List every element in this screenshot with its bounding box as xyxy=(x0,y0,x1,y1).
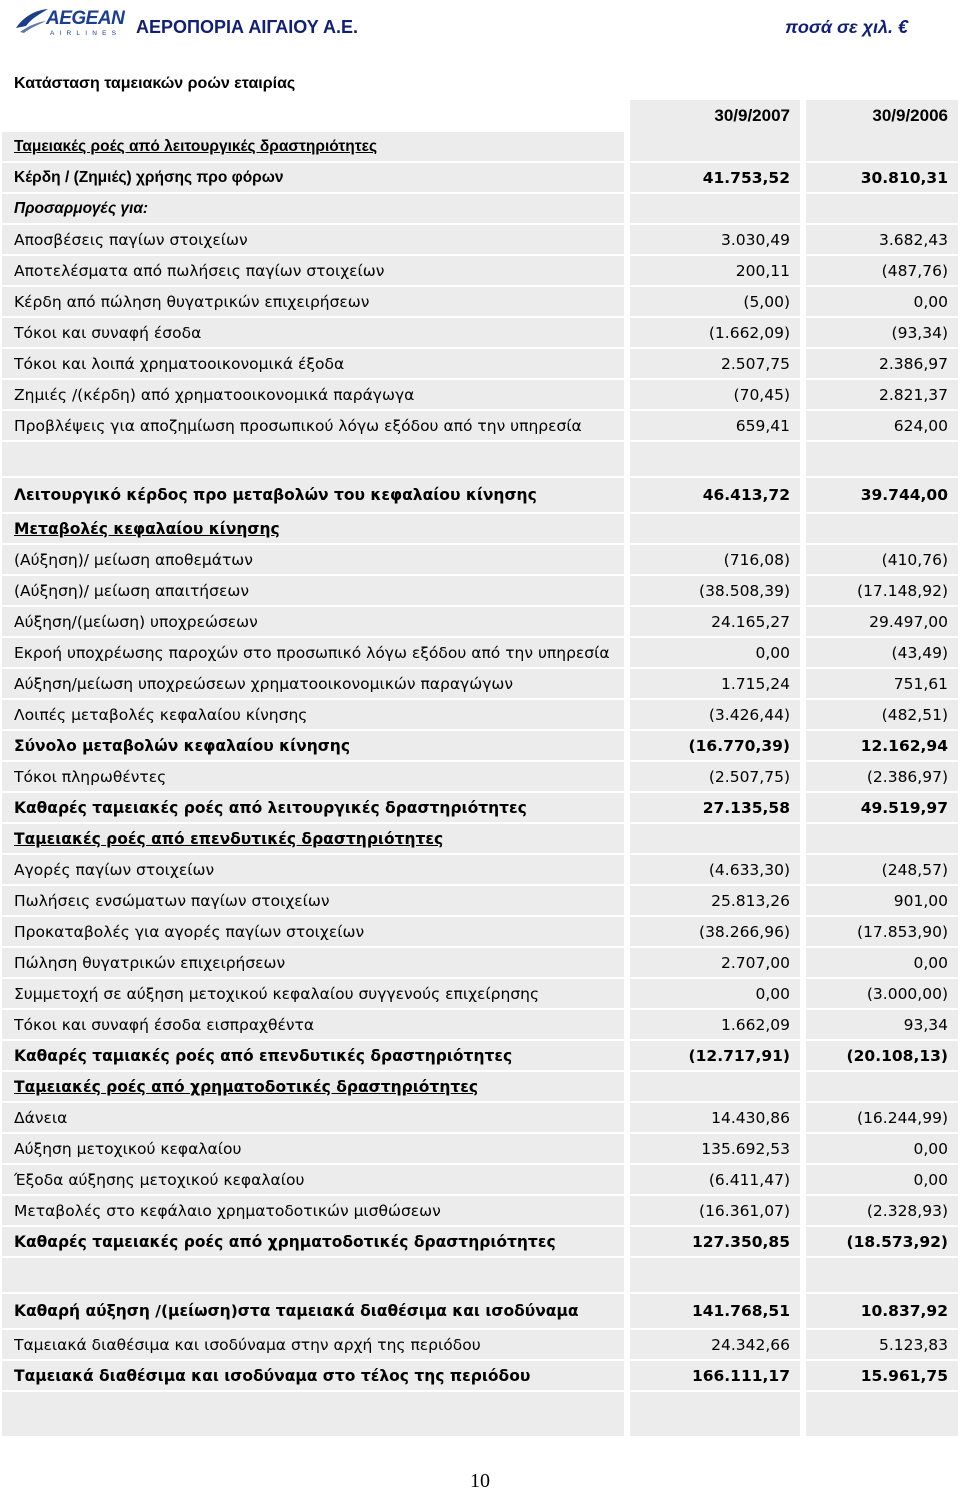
value-2007 xyxy=(630,193,800,224)
value-2007: 25.813,26 xyxy=(630,885,800,916)
value-2006: (410,76) xyxy=(806,544,958,575)
table-row xyxy=(2,544,958,575)
value-2007: 24.342,66 xyxy=(630,1329,800,1360)
aegean-logo xyxy=(14,4,124,42)
value-2006: 901,00 xyxy=(806,885,958,916)
value-2007: (3.426,44) xyxy=(630,699,800,730)
row-label: Λοιπές μεταβολές κεφαλαίου κίνησης xyxy=(2,699,624,730)
row-label: Κέρδη / (Ζημιές) χρήσης προ φόρων xyxy=(2,162,624,193)
table-row xyxy=(2,379,958,410)
value-2007: 41.753,52 xyxy=(630,162,800,193)
spacer-row xyxy=(2,1257,958,1293)
value-2007: (1.662,09) xyxy=(630,317,800,348)
row-label: Συμμετοχή σε αύξηση μετοχικού κεφαλαίου συγγενούς επιχείρησης xyxy=(2,978,624,1009)
value-2007: 0,00 xyxy=(630,637,800,668)
value-2007: (70,45) xyxy=(630,379,800,410)
logo-text: AEGEAN xyxy=(46,8,125,29)
table-row xyxy=(2,761,958,792)
table-row xyxy=(2,1195,958,1226)
row-label: Αποτελέσματα από πωλήσεις παγίων στοιχείων xyxy=(2,255,624,286)
table-row xyxy=(2,885,958,916)
value-2006: 49.519,97 xyxy=(806,792,958,823)
value-2007: (16.361,07) xyxy=(630,1195,800,1226)
value-2006: (3.000,00) xyxy=(806,978,958,1009)
value-2006: (482,51) xyxy=(806,699,958,730)
table-body xyxy=(2,132,958,1437)
value-2007: 3.030,49 xyxy=(630,224,800,255)
table-row xyxy=(2,1329,958,1360)
value-2006: 39.744,00 xyxy=(806,477,958,513)
value-2007: (6.411,47) xyxy=(630,1164,800,1195)
value-2007: (12.717,91) xyxy=(630,1040,800,1071)
value-2007: 27.135,58 xyxy=(630,792,800,823)
row-label: Καθαρές ταμειακές ροές από χρηματοδοτικές δραστηριότητες xyxy=(2,1226,624,1257)
table-row xyxy=(2,224,958,255)
units-label: ποσά σε χιλ. € xyxy=(785,17,908,37)
value-2006: (16.244,99) xyxy=(806,1102,958,1133)
row-label: Καθαρές ταμειακές ροές από λειτουργικές δραστηριότητες xyxy=(2,792,624,823)
row-label: Πωλήσεις ενσώματων παγίων στοιχείων xyxy=(2,885,624,916)
value-2007 xyxy=(630,823,800,854)
row-label: (Αύξηση)/ μείωση απαιτήσεων xyxy=(2,575,624,606)
table-row xyxy=(2,1360,958,1391)
table-row xyxy=(2,286,958,317)
table-row xyxy=(2,916,958,947)
column-header-2006: 30/9/2006 xyxy=(806,100,958,132)
statement-title: Κατάσταση ταμειακών ροών εταιρίας xyxy=(14,75,296,92)
value-2007: 46.413,72 xyxy=(630,477,800,513)
page-header xyxy=(0,0,960,46)
row-label: Προκαταβολές για αγορές παγίων στοιχείων xyxy=(2,916,624,947)
value-2007 xyxy=(630,132,800,162)
spacer-row xyxy=(2,441,958,477)
row-label: Σύνολο μεταβολών κεφαλαίου κίνησης xyxy=(2,730,624,761)
table-row xyxy=(2,668,958,699)
row-label: Τόκοι και συναφή έσοδα xyxy=(2,317,624,348)
table-row xyxy=(2,575,958,606)
row-label: Ταμειακές ροές από επενδυτικές δραστηριότητες xyxy=(2,823,624,854)
value-2007: 2.707,00 xyxy=(630,947,800,978)
value-2006 xyxy=(806,193,958,224)
value-2006: (93,34) xyxy=(806,317,958,348)
table-row xyxy=(2,1040,958,1071)
value-2006: 10.837,92 xyxy=(806,1293,958,1329)
header-row xyxy=(2,100,958,132)
value-2007: 1.715,24 xyxy=(630,668,800,699)
row-label: Μεταβολές στο κεφάλαιο χρηματοδοτικών μισθώσεων xyxy=(2,1195,624,1226)
value-2006: (2.386,97) xyxy=(806,761,958,792)
row-label: Κέρδη από πώληση θυγατρικών επιχειρήσεων xyxy=(2,286,624,317)
table-row xyxy=(2,513,958,544)
value-2006: 30.810,31 xyxy=(806,162,958,193)
row-label: Καθαρή αύξηση /(μείωση)στα ταμειακά διαθέσιμα και ισοδύναμα xyxy=(2,1293,624,1329)
row-label: Έξοδα αύξησης μετοχικού κεφαλαίου xyxy=(2,1164,624,1195)
table-row xyxy=(2,410,958,441)
value-2006 xyxy=(806,823,958,854)
value-2007: (38.508,39) xyxy=(630,575,800,606)
value-2007: (5,00) xyxy=(630,286,800,317)
table-row xyxy=(2,606,958,637)
value-2006: 29.497,00 xyxy=(806,606,958,637)
row-label: (Αύξηση)/ μείωση αποθεμάτων xyxy=(2,544,624,575)
value-2007: 14.430,86 xyxy=(630,1102,800,1133)
row-label: Τόκοι και συναφή έσοδα εισπραχθέντα xyxy=(2,1009,624,1040)
column-header-2007: 30/9/2007 xyxy=(630,100,800,132)
table-row xyxy=(2,823,958,854)
row-label: Τόκοι και λοιπά χρηματοοικονομικά έξοδα xyxy=(2,348,624,379)
table-row xyxy=(2,978,958,1009)
value-2007 xyxy=(630,1071,800,1102)
value-2006: (17.148,92) xyxy=(806,575,958,606)
value-2007: (16.770,39) xyxy=(630,730,800,761)
value-2006: 2.386,97 xyxy=(806,348,958,379)
value-2007: 135.692,53 xyxy=(630,1133,800,1164)
value-2006 xyxy=(806,1071,958,1102)
table-row xyxy=(2,193,958,224)
row-label: Εκροή υποχρέωσης παροχών στο προσωπικό λόγω εξόδου από την υπηρεσία xyxy=(2,637,624,668)
table-row xyxy=(2,1226,958,1257)
value-2006: (2.328,93) xyxy=(806,1195,958,1226)
value-2006: 12.162,94 xyxy=(806,730,958,761)
value-2007: (38.266,96) xyxy=(630,916,800,947)
value-2007: (4.633,30) xyxy=(630,854,800,885)
row-label: Προβλέψεις για αποζημίωση προσωπικού λόγω εξόδου από την υπηρεσία xyxy=(2,410,624,441)
row-label: Πώληση θυγατρικών επιχειρήσεων xyxy=(2,947,624,978)
value-2006: (17.853,90) xyxy=(806,916,958,947)
row-label: Τόκοι πληρωθέντες xyxy=(2,761,624,792)
value-2007: 2.507,75 xyxy=(630,348,800,379)
row-label: Ταμειακές ροές από λειτουργικές δραστηριότητες xyxy=(2,132,624,162)
table-row xyxy=(2,637,958,668)
value-2006: 0,00 xyxy=(806,1133,958,1164)
row-label: Αύξηση μετοχικού κεφαλαίου xyxy=(2,1133,624,1164)
row-label: Ταμειακά διαθέσιμα και ισοδύναμα στο τέλος της περιόδου xyxy=(2,1360,624,1391)
value-2007: 0,00 xyxy=(630,978,800,1009)
value-2006 xyxy=(806,513,958,544)
value-2007: 24.165,27 xyxy=(630,606,800,637)
row-label: Αποσβέσεις παγίων στοιχείων xyxy=(2,224,624,255)
value-2007: 1.662,09 xyxy=(630,1009,800,1040)
row-label: Ζημιές /(κέρδη) από χρηματοοικονομικά παράγωγα xyxy=(2,379,624,410)
value-2006: (18.573,92) xyxy=(806,1226,958,1257)
value-2006: 3.682,43 xyxy=(806,224,958,255)
table-row xyxy=(2,162,958,193)
row-label: Καθαρές ταμιακές ροές από επενδυτικές δραστηριότητες xyxy=(2,1040,624,1071)
logo-subtext: AIRLINES xyxy=(50,30,122,37)
table-row xyxy=(2,1102,958,1133)
value-2006: (248,57) xyxy=(806,854,958,885)
row-label: Αύξηση/(μείωση) υποχρεώσεων xyxy=(2,606,624,637)
value-2006: 2.821,37 xyxy=(806,379,958,410)
value-2007: (716,08) xyxy=(630,544,800,575)
value-2007: (2.507,75) xyxy=(630,761,800,792)
row-label: Μεταβολές κεφαλαίου κίνησης xyxy=(2,513,624,544)
value-2006: 0,00 xyxy=(806,286,958,317)
value-2006: 0,00 xyxy=(806,1164,958,1195)
table-row xyxy=(2,947,958,978)
value-2007: 141.768,51 xyxy=(630,1293,800,1329)
airplane-icon xyxy=(14,6,50,36)
table-row xyxy=(2,1133,958,1164)
row-label: Λειτουργικό κέρδος προ μεταβολών του κεφαλαίου κίνησης xyxy=(2,477,624,513)
table-row xyxy=(2,730,958,761)
cash-flow-table xyxy=(2,100,958,1438)
table-row xyxy=(2,792,958,823)
value-2007 xyxy=(630,513,800,544)
value-2006: 93,34 xyxy=(806,1009,958,1040)
table-row xyxy=(2,132,958,162)
value-2006: 15.961,75 xyxy=(806,1360,958,1391)
row-label: Ταμειακά διαθέσιμα και ισοδύναμα στην αρχή της περιόδου xyxy=(2,1329,624,1360)
table-row xyxy=(2,699,958,730)
company-name: ΑΕΡΟΠΟΡΙΑ ΑΙΓΑΙΟΥ Α.Ε. xyxy=(136,17,359,37)
value-2006: (43,49) xyxy=(806,637,958,668)
row-label: Δάνεια xyxy=(2,1102,624,1133)
value-2006: 5.123,83 xyxy=(806,1329,958,1360)
row-label: Αύξηση/μείωση υποχρεώσεων χρηματοοικονομικών παραγώγων xyxy=(2,668,624,699)
table-row xyxy=(2,255,958,286)
value-2006: 0,00 xyxy=(806,947,958,978)
table-row xyxy=(2,317,958,348)
table-row xyxy=(2,1164,958,1195)
table-row xyxy=(2,854,958,885)
value-2006: 751,61 xyxy=(806,668,958,699)
row-label: Προσαρμογές για: xyxy=(2,193,624,224)
value-2007: 659,41 xyxy=(630,410,800,441)
table-row xyxy=(2,1071,958,1102)
value-2006: (487,76) xyxy=(806,255,958,286)
value-2007: 166.111,17 xyxy=(630,1360,800,1391)
table-row xyxy=(2,1009,958,1040)
row-label: Αγορές παγίων στοιχείων xyxy=(2,854,624,885)
value-2007: 127.350,85 xyxy=(630,1226,800,1257)
value-2006: (20.108,13) xyxy=(806,1040,958,1071)
table-row xyxy=(2,477,958,513)
value-2006: 624,00 xyxy=(806,410,958,441)
table-row xyxy=(2,1293,958,1329)
value-2006 xyxy=(806,132,958,162)
page-number: 10 xyxy=(470,1470,490,1492)
spacer-row xyxy=(2,1391,958,1437)
value-2007: 200,11 xyxy=(630,255,800,286)
row-label: Ταμειακές ροές από χρηματοδοτικές δραστηριότητες xyxy=(2,1071,624,1102)
table-row xyxy=(2,348,958,379)
